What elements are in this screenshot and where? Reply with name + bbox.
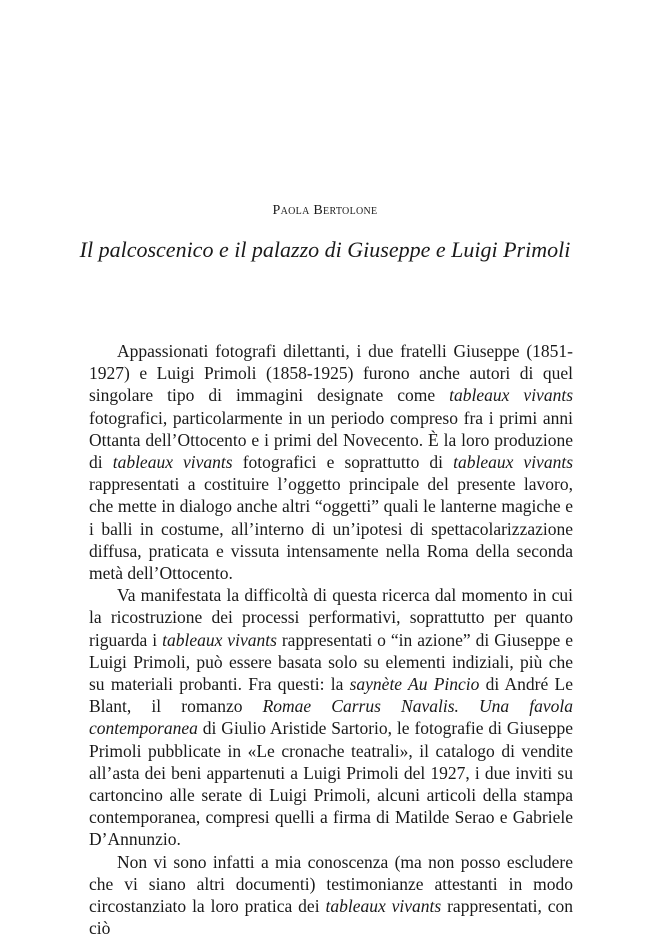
italic-text-run: tableaux vivants [325, 896, 442, 917]
text-run: rappresentati a costituire l’oggetto principale del presente lavoro, che mette in dialogo anche altri “oggetti” quali le lanterne magiche e i balli in costume, all’interno di un’ipotesi di spettacolarizzazione diffusa, praticata e vissuta intensamente nella Roma della seconda metà dell’Ottocento. [89, 474, 573, 584]
text-run: Va manifestata la difficoltà di questa ricerca dal momento in cui la ricostruzione dei processi performativi, soprattutto per quanto riguarda i [89, 585, 573, 650]
italic-text-run: Romae Carrus Navalis. Una favola contemporanea [89, 696, 573, 739]
italic-text-run: tableaux vivants [449, 385, 574, 406]
chapter-title: Il palcoscenico e il palazzo di Giuseppe e Luigi Primoli [79, 237, 571, 262]
paragraph [89, 851, 573, 940]
author-name: Paola Bertolone [272, 203, 378, 218]
text-run: rappresentati, con ciò [89, 896, 574, 939]
text-run: Appassionati fotografi dilettanti, i due fratelli Giuseppe (1851-1927) e Luigi Primoli (1858-1925) furono anche autori di quel singolare tipo di immagini designate come [89, 341, 573, 406]
paragraph [89, 340, 573, 584]
text-run: fotografici e soprattutto di [232, 452, 454, 473]
text-run: di Giulio Aristide Sartorio, le fotografie di Giuseppe Primoli pubblicate in «Le cronache teatrali», il catalogo di vendite all’asta dei beni appartenuti a Luigi Primoli del 1927, i due inviti su cartoncino alle serate di Luigi Primoli, alcuni articoli della stampa contemporanea, compresi quelli a firma di Matilde Serao e Gabriele D’Annunzio. [89, 718, 573, 850]
italic-text-run: tableaux vivants [162, 629, 277, 650]
italic-text-run: saynète Au Pincio [349, 674, 480, 695]
body-text [89, 340, 573, 939]
paragraph [89, 584, 573, 850]
text-run: fotografici, particolarmente in un periodo compreso fra i primi anni Ottanta dell’Ottocento e i primi del Novecento. È la loro produzione di [89, 407, 573, 473]
text-run: Non vi sono infatti a mia conoscenza (ma non posso escludere che vi siano altri documenti) testimonianze attestanti in modo circostanziato la loro pratica dei [89, 851, 573, 917]
italic-text-run: tableaux vivants [112, 452, 233, 473]
text-run: rappresentati o “in azione” di Giuseppe e Luigi Primoli, può essere basata solo su elementi indiziali, più che su materiali probanti. Fra questi: la [89, 629, 574, 695]
italic-text-run: tableaux vivants [453, 452, 573, 473]
text-run: di André Le Blant, il romanzo [89, 674, 573, 717]
